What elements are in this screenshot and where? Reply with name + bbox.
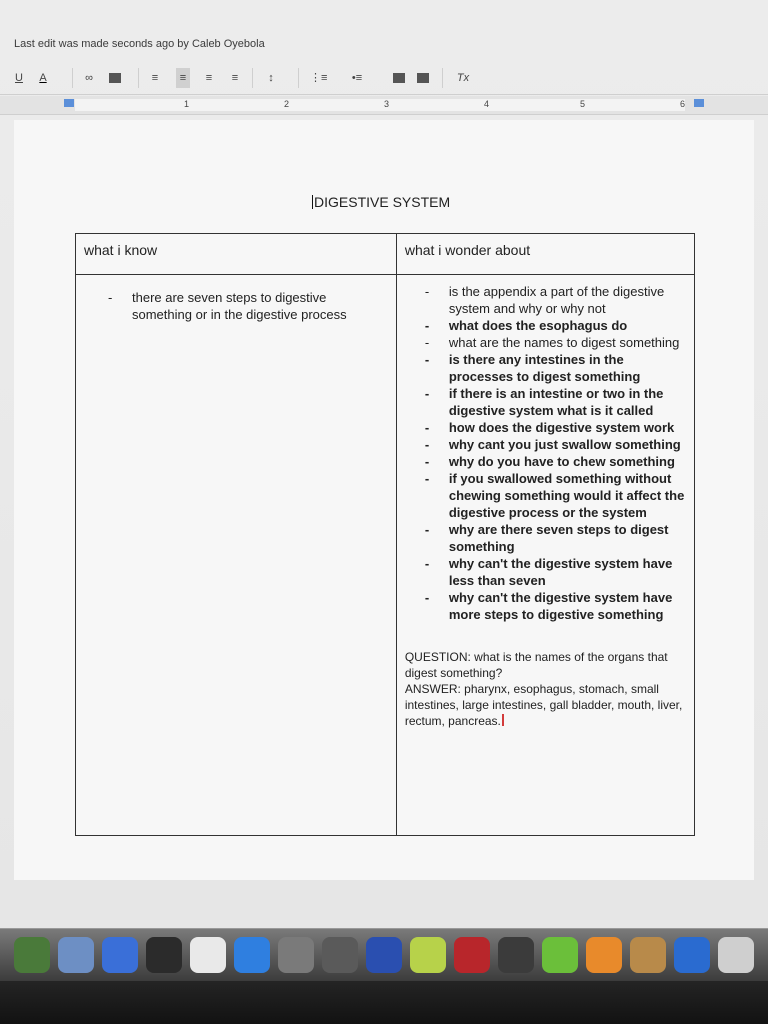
list-item: - if you swallowed something without chewing something would it affect the digestive process or the system xyxy=(449,470,690,521)
decrease-indent-icon xyxy=(393,73,405,83)
tips-icon[interactable] xyxy=(410,937,446,973)
list-item: - why do you have to chew something xyxy=(449,453,690,470)
align-center-button[interactable]: ≡ xyxy=(176,68,190,88)
system-preferences-icon[interactable] xyxy=(278,937,314,973)
left-indent-marker[interactable] xyxy=(64,99,74,107)
contacts-icon[interactable] xyxy=(630,937,666,973)
app-icon-orange[interactable] xyxy=(586,937,622,973)
answer-line xyxy=(405,681,688,729)
list-item: - why cant you just swallow something xyxy=(449,436,690,453)
numbered-list-button[interactable]: ⋮≡ xyxy=(310,72,328,84)
ruler-number: 3 xyxy=(384,99,390,109)
list-item: - is the appendix a part of the digestive system and why or why not xyxy=(449,283,690,317)
increase-indent-icon xyxy=(417,73,429,83)
last-edit-status[interactable]: Last edit was made seconds ago by Caleb Oyebola xyxy=(14,38,265,50)
calendar-icon[interactable] xyxy=(102,937,138,973)
know-list xyxy=(76,275,396,323)
align-left-button[interactable]: ≡ xyxy=(151,72,159,84)
ruler[interactable] xyxy=(0,96,768,115)
dvd-player-icon[interactable] xyxy=(366,937,402,973)
wonder-list xyxy=(397,275,694,623)
document-title[interactable] xyxy=(312,194,450,210)
comment-icon xyxy=(109,73,121,83)
list-item: - why are there seven steps to digest something xyxy=(449,521,690,555)
increase-indent-button[interactable] xyxy=(416,68,430,88)
ruler-number: 6 xyxy=(680,99,686,109)
right-indent-marker[interactable] xyxy=(694,99,704,107)
document-title-text: DIGESTIVE SYSTEM xyxy=(314,194,451,210)
justify-button[interactable]: ≡ xyxy=(231,72,239,84)
question-answer-block xyxy=(397,623,694,729)
ruler-number: 1 xyxy=(184,99,190,109)
text-cursor xyxy=(312,195,313,209)
comment-button[interactable] xyxy=(108,68,122,88)
table-header-know[interactable]: what i know xyxy=(76,234,397,275)
chess-icon[interactable] xyxy=(498,937,534,973)
reminders-icon[interactable] xyxy=(190,937,226,973)
know-wonder-table[interactable] xyxy=(75,233,695,836)
ruler-number: 5 xyxy=(580,99,586,109)
home-icon[interactable] xyxy=(674,937,710,973)
text-cursor xyxy=(502,714,504,726)
ruler-number: 2 xyxy=(284,99,290,109)
link-button[interactable]: ∞ xyxy=(85,72,93,84)
list-item: - why can't the digestive system have more steps to digestive something xyxy=(449,589,690,623)
photo-booth-icon[interactable] xyxy=(454,937,490,973)
imovie-icon[interactable] xyxy=(322,937,358,973)
list-item: - if there is an intestine or two in the digestive system what is it called xyxy=(449,385,690,419)
question-text: QUESTION: what is the names of the organs that digest something? xyxy=(404,650,668,680)
list-item: - why can't the digestive system have less than seven xyxy=(449,555,690,589)
text-color-button[interactable]: A xyxy=(39,72,47,84)
list-item: - how does the digestive system work xyxy=(449,419,690,436)
answer-text: ANSWER: pharynx, esophagus, stomach, small intestines, large intestines, gall bladder, mouth, liver, rectum, pancreas. xyxy=(404,682,683,728)
wonder-cell[interactable] xyxy=(396,275,694,836)
underline-button[interactable]: U xyxy=(15,72,23,84)
iphoto-icon[interactable] xyxy=(14,937,50,973)
dashboard-icon[interactable] xyxy=(146,937,182,973)
list-item: - is there any intestines in the processes to digest something xyxy=(449,351,690,385)
dock xyxy=(0,928,768,981)
align-right-button[interactable]: ≡ xyxy=(205,72,213,84)
line-spacing-button[interactable]: ↕ xyxy=(268,72,274,84)
bulleted-list-button[interactable]: •≡ xyxy=(351,72,363,84)
list-item: - there are seven steps to digestive something or in the digestive process xyxy=(132,289,388,323)
list-item: - what does the esophagus do xyxy=(449,317,690,334)
list-item: - what are the names to digest something xyxy=(449,334,690,351)
ruler-track xyxy=(75,99,685,111)
app-icon-green[interactable] xyxy=(542,937,578,973)
mail-icon[interactable] xyxy=(58,937,94,973)
know-cell[interactable] xyxy=(76,275,397,836)
clear-formatting-button[interactable]: Tx xyxy=(456,72,470,84)
dropbox-icon[interactable] xyxy=(234,937,270,973)
ruler-number: 4 xyxy=(484,99,490,109)
decrease-indent-button[interactable] xyxy=(392,68,406,88)
preview-icon[interactable] xyxy=(718,937,754,973)
formatting-toolbar xyxy=(0,62,768,95)
table-header-wonder[interactable]: what i wonder about xyxy=(396,234,694,275)
